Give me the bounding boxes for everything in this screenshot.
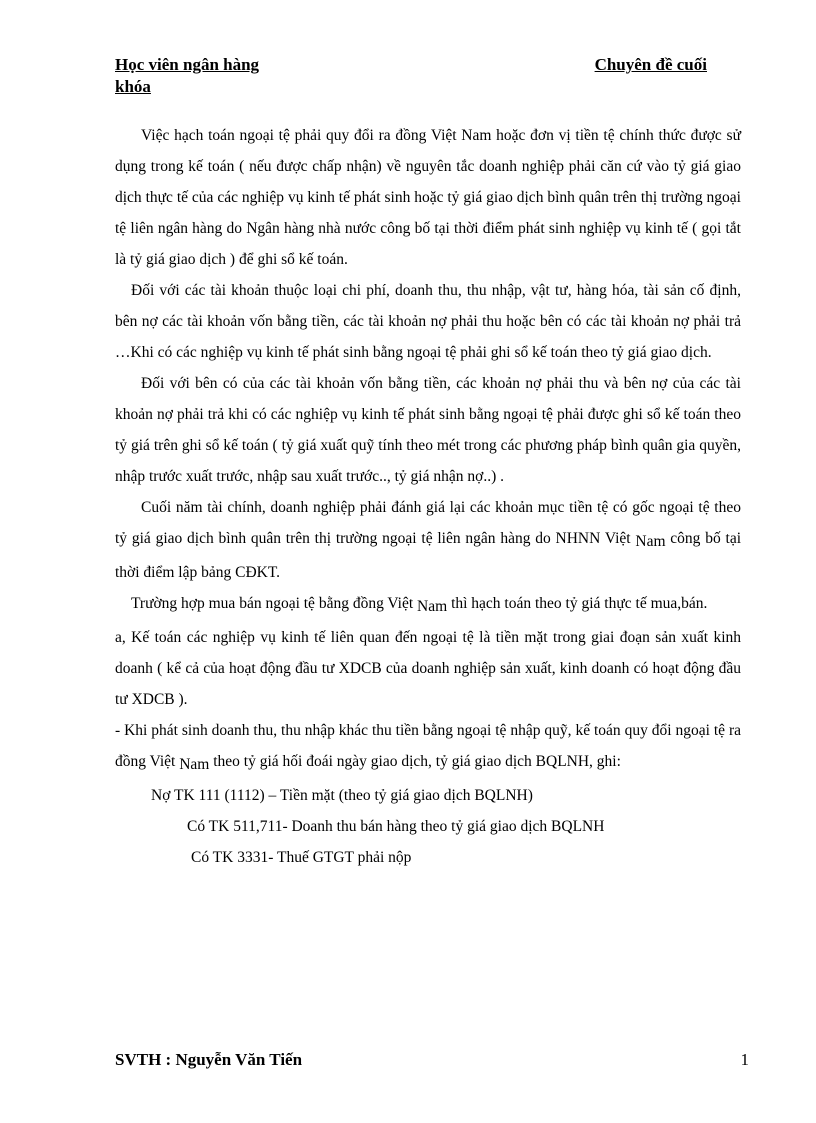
paragraph-5: Trường hợp mua bán ngoại tệ bằng đồng Việt Nam thì hạch toán theo tỷ giá thực tế mua,bán. (131, 595, 708, 615)
paragraph-6: a, Kế toán các nghiệp vụ kinh tế liên quan đến ngoại tệ là tiền mặt trong giai đoạn sản xuất kinh doanh ( kể cả của hoạt động đầu tư XDCB của doanh nghiệp sản xuất, kinh doanh có hoạt động đầu tư XDCB ). (115, 629, 741, 708)
paragraph-3: Đối với bên có của các tài khoản vốn bằng tiền, các khoản nợ phải thu và bên nợ của các tài khoản nợ phải trả khi có các nghiệp vụ kinh tế phát sinh bằng ngoại tệ phải được ghi sổ kế toán theo tỷ giá trên ghi sổ kế toán ( tỷ giá xuất quỹ tính theo mét trong các phương pháp bình quân gia quyền, nhập trước xuất trước, nhập sau xuất trước.., tỷ giá nhận nợ..) . (115, 375, 741, 485)
header-line (115, 54, 707, 76)
header-document-type-continued: khóa (115, 77, 151, 96)
page-number: 1 (740, 1050, 749, 1069)
paragraph-7: - Khi phát sinh doanh thu, thu nhập khác thu tiền bằng ngoại tệ nhập quỹ, kế toán quy đổi ngoại tệ ra đồng Việt Nam theo tỷ giá hối đoái ngày giao dịch, tỷ giá giao dịch BQLNH, ghi: (115, 722, 741, 773)
header-institution: Học viên ngân hàng (115, 55, 260, 74)
page-header (115, 54, 707, 98)
paragraph-1: Việc hạch toán ngoại tệ phải quy đổi ra đồng Việt Nam hoặc đơn vị tiền tệ chính thức được sử dụng trong kế toán ( nếu được chấp nhận) về nguyên tắc doanh nghiệp phải căn cứ vào tỷ giá giao dịch thực tế của các nghiệp vụ kinh tế phát sinh hoặc tỷ giá giao dịch bình quân trên thị trường ngoại tệ liên ngân hàng do Ngân hàng nhà nước công bố tại thời điểm phát sinh nghiệp vụ kinh tế ( gọi tắt là tỷ giá giao dịch ) để ghi sổ kế toán. (115, 127, 741, 268)
journal-entry-credit-vat: Có TK 3331- Thuế GTGT phải nộp (191, 849, 412, 866)
header-document-type: Chuyên đề cuối (594, 55, 707, 74)
journal-entry-credit-revenue: Có TK 511,711- Doanh thu bán hàng theo tỷ giá giao dịch BQLNH (187, 818, 605, 835)
footer-author: SVTH : Nguyễn Văn Tiến (115, 1050, 303, 1069)
paragraph-4: Cuối năm tài chính, doanh nghiệp phải đánh giá lại các khoản mục tiền tệ có gốc ngoại tệ theo tỷ giá giao dịch bình quân trên thị trường ngoại tệ liên ngân hàng do NHNN Việt Nam công bố tại thời điểm lập bảng CĐKT. (115, 499, 742, 581)
paragraph-2: Đối với các tài khoản thuộc loại chi phí, doanh thu, thu nhập, vật tư, hàng hóa, tài sản cố định, bên nợ các tài khoản vốn bằng tiền, các tài khoản nợ phải thu hoặc bên có các tài khoản nợ phải trả …Khi có các nghiệp vụ kinh tế phát sinh bằng ngoại tệ phải ghi sổ kế toán theo tỷ giá giao dịch. (115, 282, 741, 361)
page-footer (115, 1050, 749, 1070)
journal-entry-debit: Nợ TK 111 (1112) – Tiền mặt (theo tỷ giá giao dịch BQLNH) (151, 787, 533, 804)
document-body (115, 120, 741, 873)
